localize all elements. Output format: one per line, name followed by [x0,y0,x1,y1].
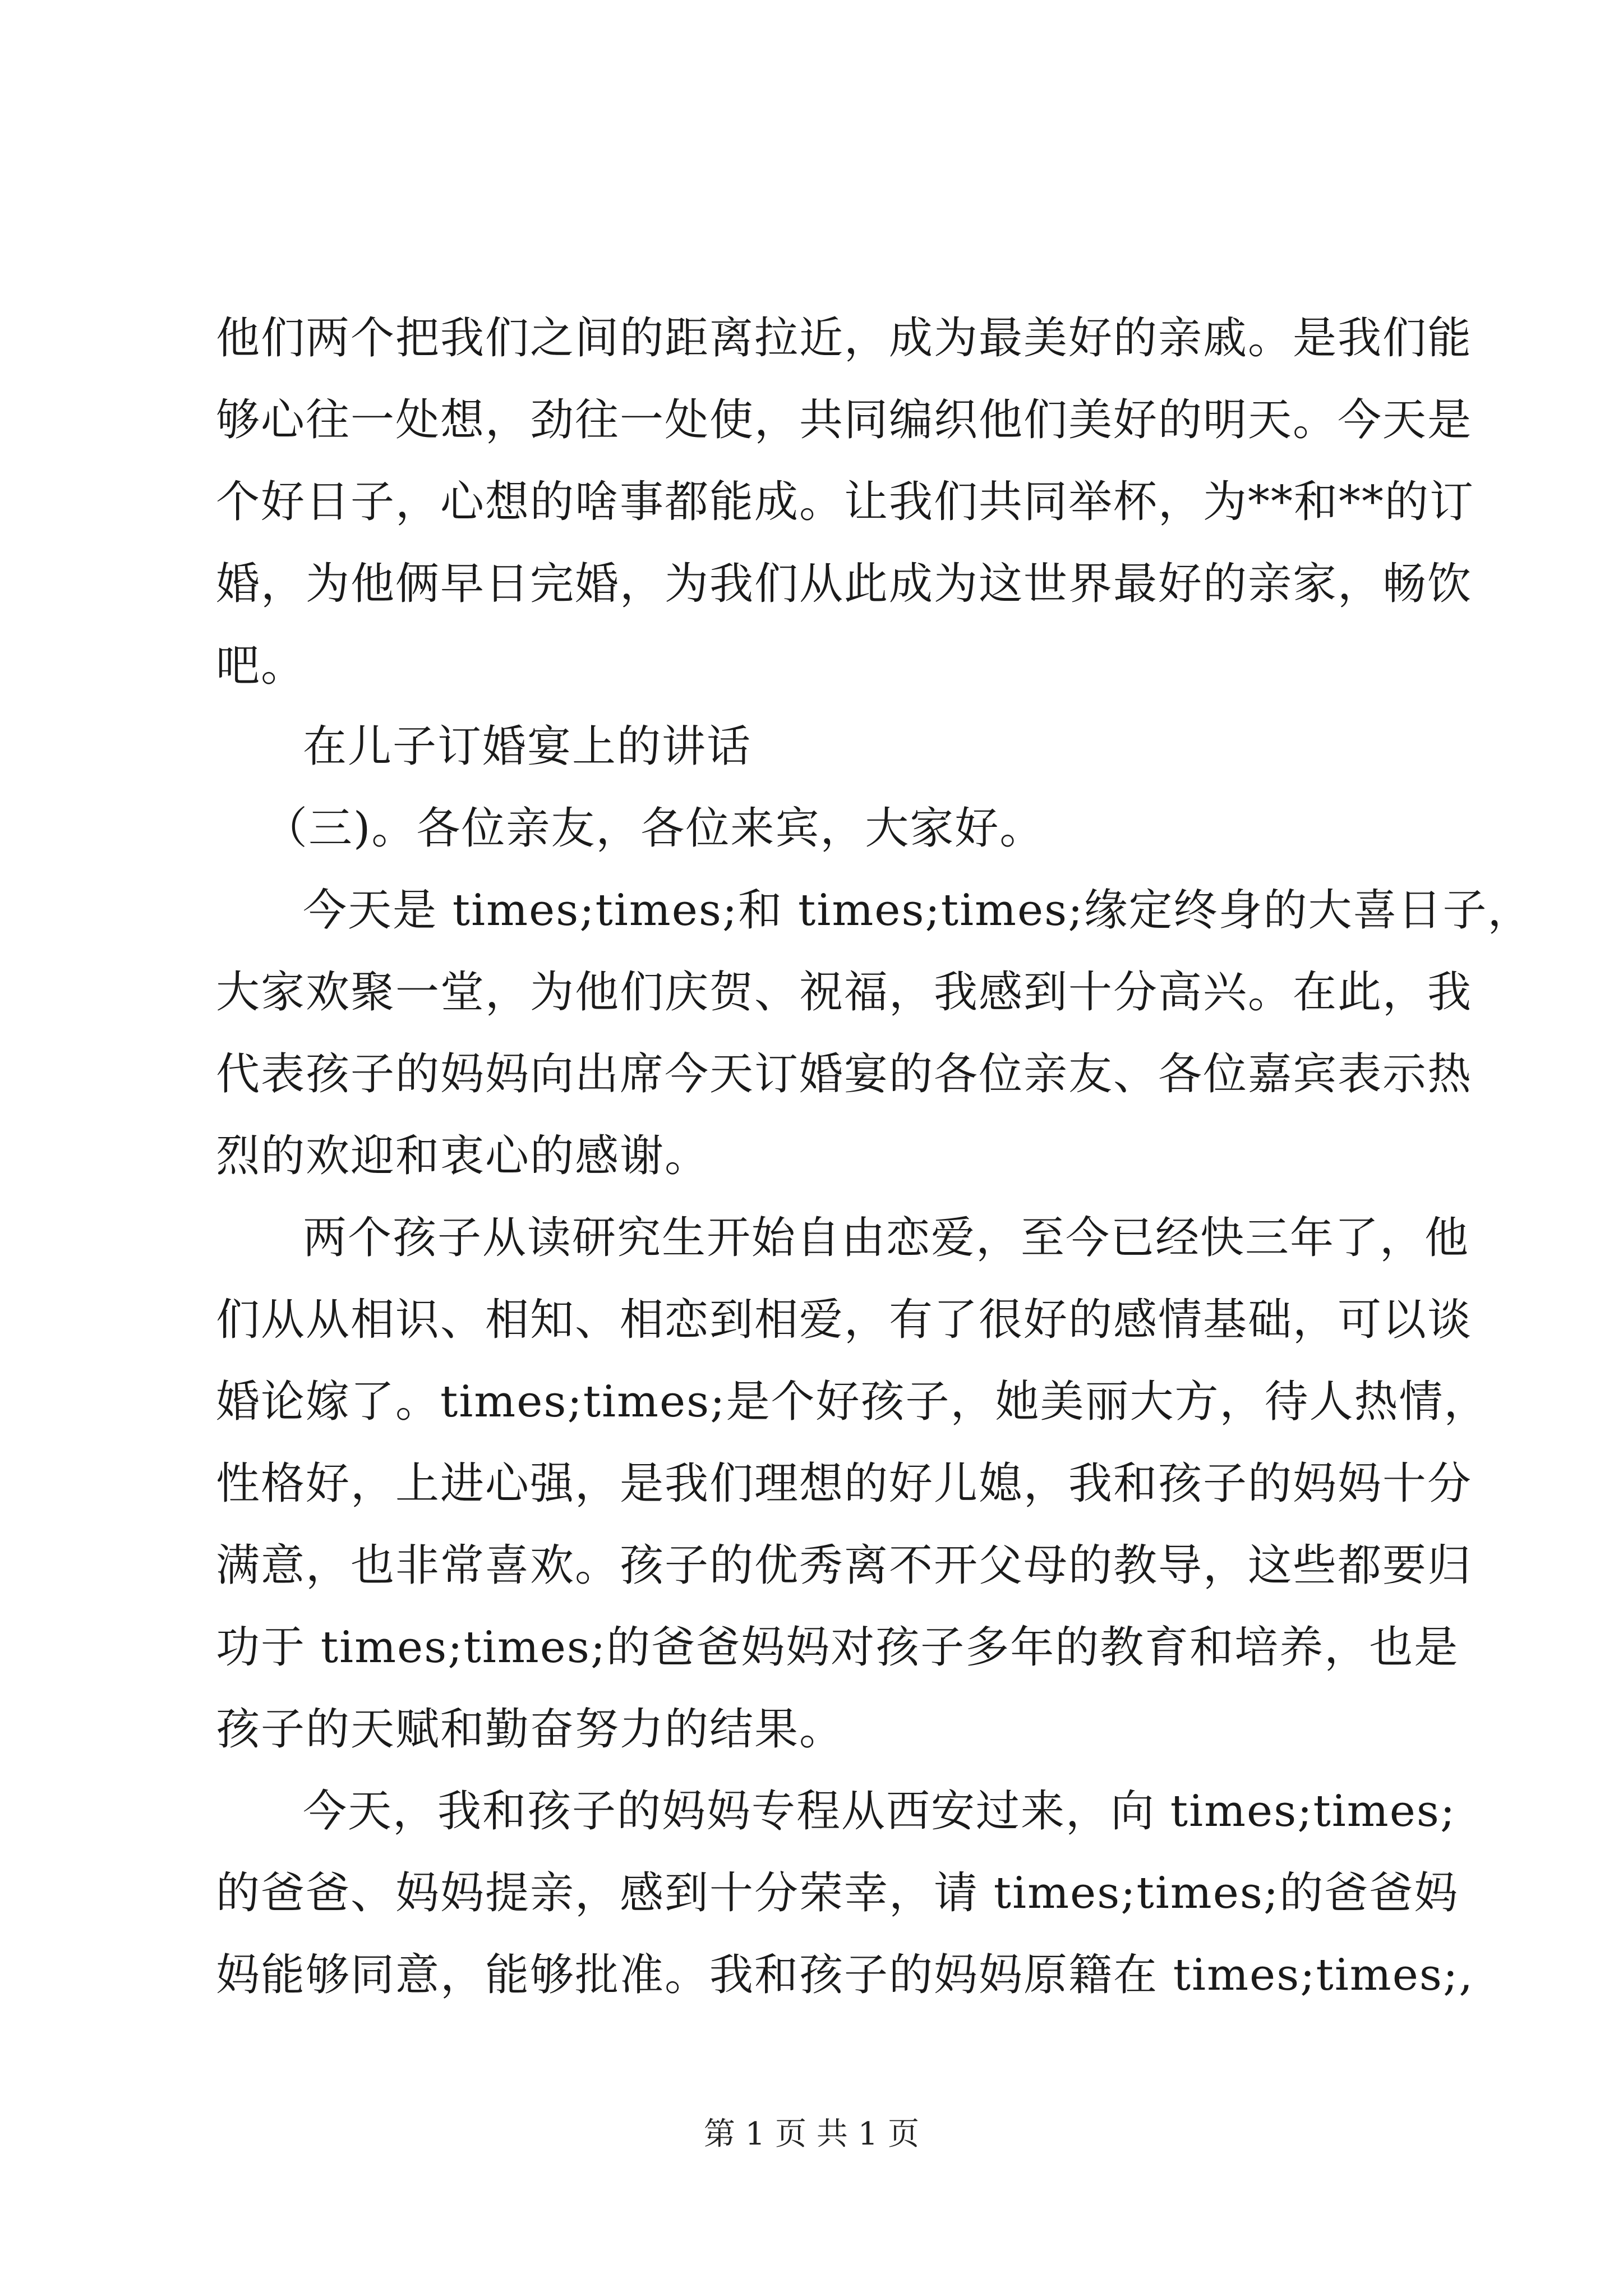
text-line: 功于 times;times;的爸爸妈妈对孩子多年的教育和培养，也是 [216,1622,1459,1673]
text-line: 妈能够同意，能够批准。我和孩子的妈妈原籍在 times;times;, [216,1950,1474,2000]
section-heading: 在儿子订婚宴上的讲话 [303,721,752,772]
text-line: 的爸爸、妈妈提亲，感到十分荣幸，请 times;times;的爸爸妈 [216,1868,1459,1918]
text-line: 烈的欢迎和衷心的感谢。 [216,1131,710,1181]
text-line: 满意，也非常喜欢。孩子的优秀离不开父母的教导，这些都要归 [216,1540,1473,1591]
text-line: 大家欢聚一堂，为他们庆贺、祝福，我感到十分高兴。在此，我 [216,967,1473,1018]
text-line: 今天，我和孩子的妈妈专程从西安过来，向 times;times; [303,1786,1456,1837]
text-line: 孩子的天赋和勤奋努力的结果。 [216,1704,845,1755]
text-line: 个好日子，心想的啥事都能成。让我们共同举杯，为**和**的订 [216,477,1475,527]
text-line: 们从从相识、相知、相恋到相爱，有了很好的感情基础，可以谈 [216,1295,1473,1345]
text-line: 代表孩子的妈妈向出席今天订婚宴的各位亲友、各位嘉宾表示热 [216,1049,1473,1099]
page-footer: 第 1 页 共 1 页 [703,2116,920,2152]
text-line: （三)。各位亲友，各位来宾，大家好。 [264,803,1045,854]
text-line: 性格好，上进心强，是我们理想的好儿媳，我和孩子的妈妈十分 [216,1458,1473,1509]
text-line: 两个孩子从读研究生开始自由恋爱，至今已经快三年了，他 [303,1213,1470,1263]
text-line: 婚论嫁了。times;times;是个好孩子，她美丽大方，待人热情， [216,1377,1489,1427]
text-line: 今天是 times;times;和 times;times;缘定终身的大喜日子， [303,885,1533,936]
text-line: 够心往一处想，劲往一处使，共同编织他们美好的明天。今天是 [216,395,1473,445]
text-line: 吧。 [216,641,306,691]
text-line: 婚，为他俩早日完婚，为我们从此成为这世界最好的亲家，畅饮 [216,559,1473,609]
text-line: 他们两个把我们之间的距离拉近，成为最美好的亲戚。是我们能 [216,313,1473,364]
